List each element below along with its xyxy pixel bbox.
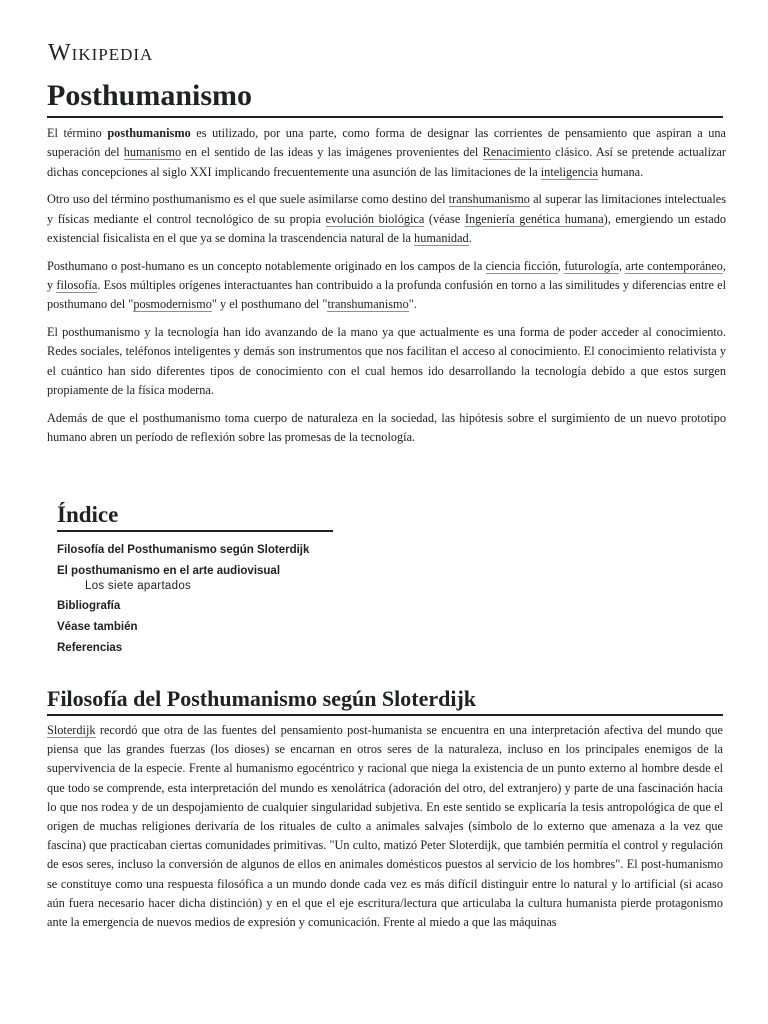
text-run: es utilizado, por una parte, como forma de designar las corrientes de pensamiento que aspiran a una superación del xyxy=(47,126,726,160)
text-run: ". xyxy=(408,297,417,312)
bold-term: posthumanismo xyxy=(107,126,191,140)
text-run: , xyxy=(618,258,626,273)
inline-link[interactable]: evolución biológica xyxy=(325,211,425,226)
inline-link[interactable]: arte contemporáneo xyxy=(625,258,723,273)
inline-link[interactable]: posmodernismo xyxy=(133,297,212,312)
text-run: . Esos múltiples orígenes interactuantes han contribuido a la profunda confusión en torno a las similitudes y diferencias entre el posthumano del " xyxy=(47,278,726,312)
text-run: clásico. Así se pretende actualizar dichas concepciones al siglo XXI implicando frecuentemente una asunción de las limitaciones de la xyxy=(47,145,726,179)
toc-item[interactable]: El posthumanismo en el arte audiovisual xyxy=(57,565,281,577)
toc-list xyxy=(57,540,333,659)
inline-link[interactable]: Ingeniería genética humana xyxy=(464,211,604,226)
text-run: humana. xyxy=(598,164,644,179)
toc-item[interactable]: Véase también xyxy=(57,621,138,633)
section-heading-sloterdijk: Filosofía del Posthumanismo según Sloterdijk xyxy=(47,684,723,716)
text-run: . xyxy=(468,230,472,245)
section-paragraph xyxy=(47,721,723,932)
table-of-contents xyxy=(57,500,333,659)
text-run: Además de que el posthumanismo toma cuerpo de naturaleza en la sociedad, las hipótesis sobre el surgimiento de un nuevo prototipo humano abren un período de reflexión sobre las promesas de la tecnología. xyxy=(47,410,726,445)
toc-item[interactable]: Los siete apartados xyxy=(85,580,192,592)
inline-link[interactable]: humanismo xyxy=(123,145,182,160)
inline-link[interactable]: humanidad xyxy=(414,230,469,245)
text-run: El posthumanismo y la tecnología han ido avanzando de la mano ya que actualmente es una forma de poder acceder al conocimiento. Redes sociales, teléfonos inteligentes y demás son instrumentos que nos facilitan el acceso al conocimiento. El conocimiento relativista y el cuántico han sido diferentes tipos de conocimiento con el cual hemos ido desarrollando la tecnología debido a que estos surgen propiamente de la física moderna. xyxy=(47,325,726,398)
text-run: Otro uso del término posthumanismo es el que suele asimilarse como destino del xyxy=(47,192,449,207)
text-run: Posthumano o post-humano es un concepto notablemente originado en los campos de la xyxy=(47,258,486,273)
inline-link[interactable]: Renacimiento xyxy=(482,145,551,160)
text-run: en el sentido de las ideas y las imágenes provenientes del xyxy=(181,145,483,160)
text-run: " y el posthumano del " xyxy=(211,297,328,312)
toc-item[interactable]: Bibliografía xyxy=(57,600,121,612)
toc-item[interactable]: Referencias xyxy=(57,642,123,654)
inline-link[interactable]: ciencia ficción xyxy=(485,258,558,273)
inline-link[interactable]: filosofía xyxy=(56,278,98,293)
intro-paragraph xyxy=(47,409,726,448)
text-run: , xyxy=(557,258,565,273)
text-run: (véase xyxy=(424,211,465,226)
intro-paragraph xyxy=(47,190,726,248)
inline-link[interactable]: transhumanismo xyxy=(448,192,530,207)
intro-paragraph xyxy=(47,124,726,182)
toc-item[interactable]: Filosofía del Posthumanismo según Sloterdijk xyxy=(57,544,310,556)
text-run: El término xyxy=(47,126,108,140)
section-body-sloterdijk xyxy=(47,721,723,932)
article-intro xyxy=(47,124,726,456)
inline-link[interactable]: futurología xyxy=(564,258,619,273)
toc-heading: Índice xyxy=(57,500,333,532)
text-run: , y xyxy=(47,258,726,293)
wikipedia-logo[interactable]: Wikipedia xyxy=(48,40,154,66)
text-run: al superar las limitaciones intelectuales y físicas mediante el control tecnológico de su propia xyxy=(47,192,726,226)
inline-link[interactable]: transhumanismo xyxy=(327,297,409,312)
inline-link[interactable]: Sloterdijk xyxy=(47,723,96,737)
page-title: Posthumanismo xyxy=(47,76,723,118)
intro-paragraph xyxy=(47,323,726,400)
inline-link[interactable]: inteligencia xyxy=(540,164,599,179)
intro-paragraph xyxy=(47,257,726,315)
text-run: recordó que otra de las fuentes del pensamiento post-humanista se encuentra en una interpretación afectiva del mundo que piensa que las grandes fuerzas (los dioses) se encarnan en otros seres de la naturaleza, incluso en los principales enemigos de la supervivencia de la especie. Frente al humanismo egocéntrico y racional que niega la existencia de un punto externo al hombre desde el que todo se comprende, esta interpretación del mundo es xenolátrica (adoración del otro, del extranjero) y parte de una fascinación hacia lo que nos rodea y de un despojamiento de cualquier singularidad subjetiva. En este sentido se explicaría la tesis antropológica de que el origen de muchas religiones derivaría de los rituales de culto a animales salvajes (símbolo de lo externo que amenaza a la vez que fascina) que practicaban ciertas comunidades primitivas. "Un culto, matizó Peter Sloterdijk, que también permitía el control y regulación de esos seres, incluso la conversión de algunos de ellos en animales domésticos puestos al servicio de los hombres". El post-humanismo se constituye como una respuesta filosófica a un mundo donde cada vez es más difícil distinguir entre lo natural y lo artificial (si acaso aún fuera necesario hacer dicha distinción) y en el que el eje escritura/lectura que articulaba la cultura humanista pierde protagonismo ante la emergencia de nuevos medios de expresión y comunicación. Frente al miedo a que las máquinas xyxy=(47,723,723,930)
text-run: ), emergiendo un estado existencial fisicalista en el que ya se domina la trascendencia natural de la xyxy=(47,211,727,245)
